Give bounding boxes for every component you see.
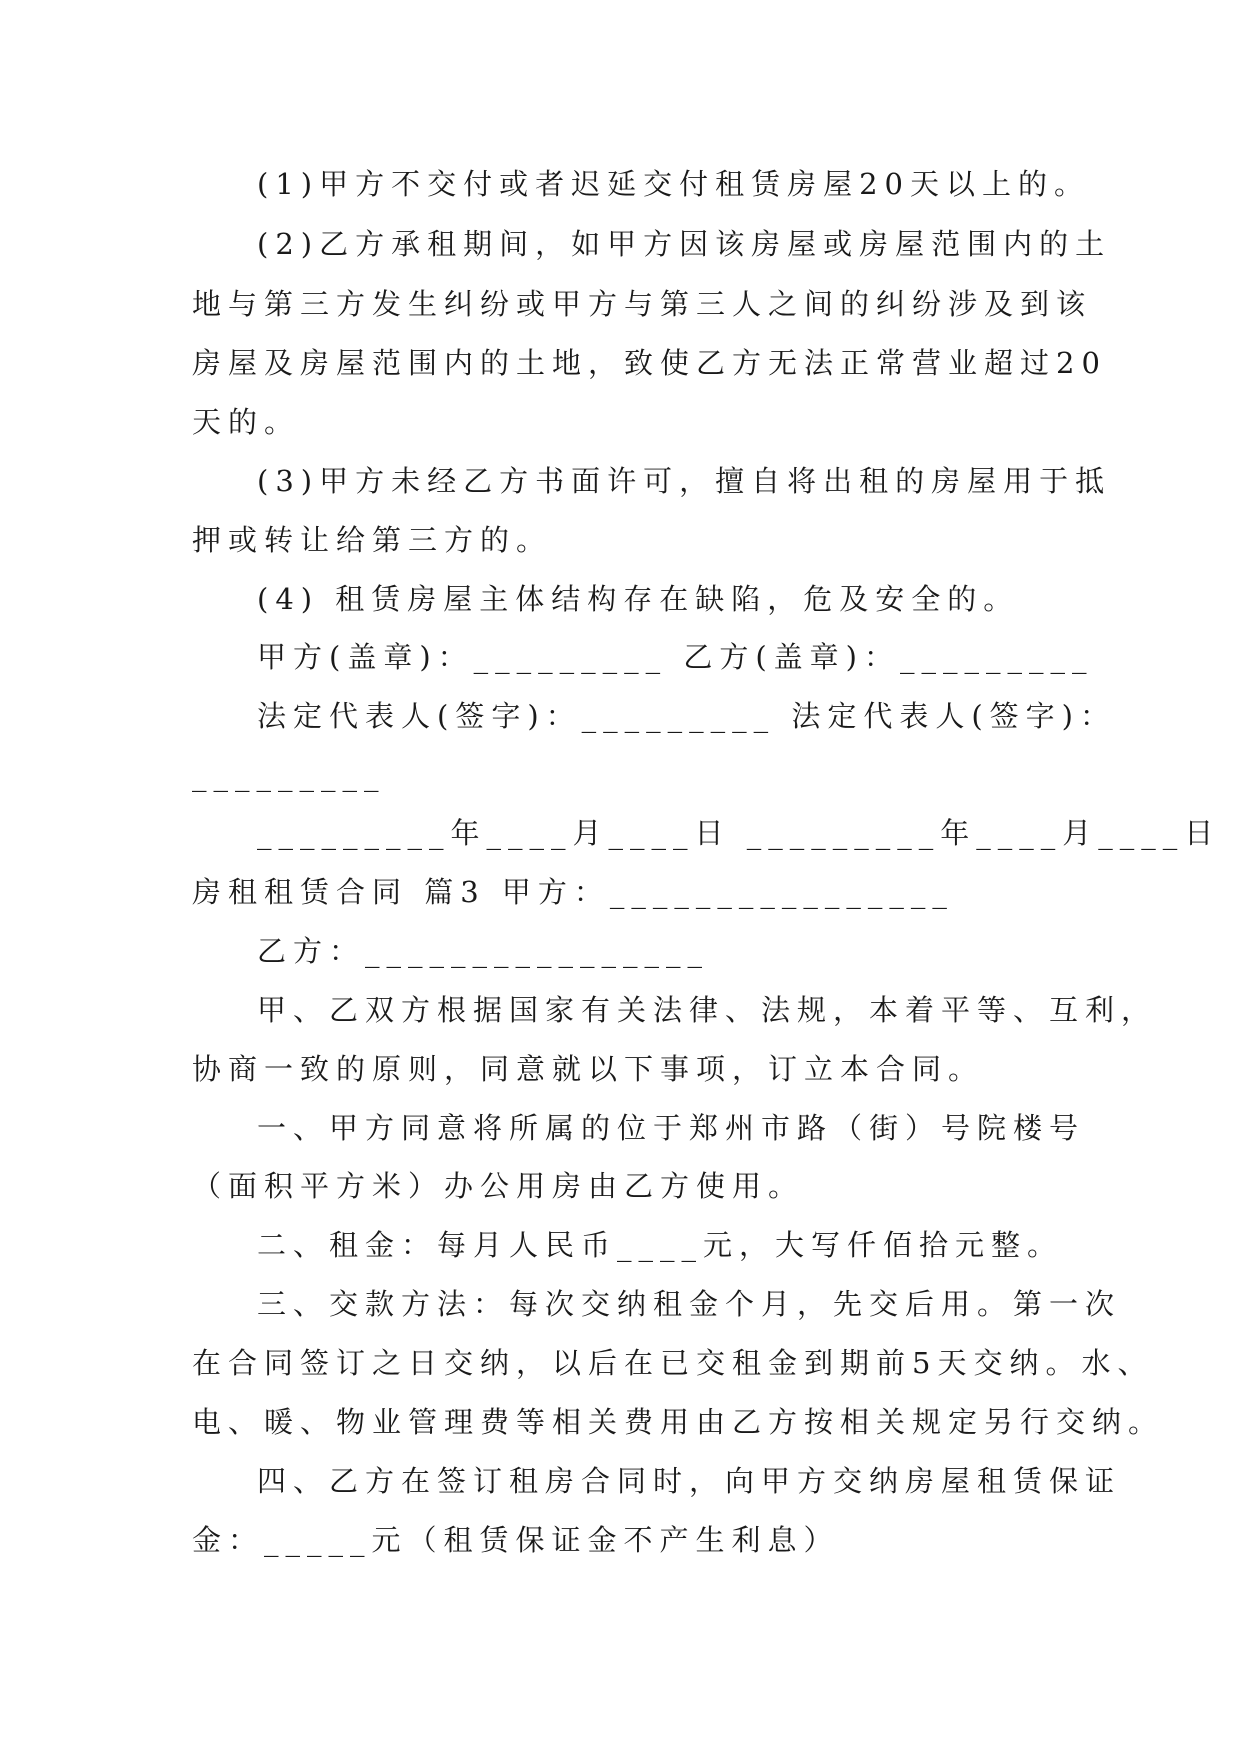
party-b-line: 乙方：________________ bbox=[257, 934, 710, 968]
clause-2-line-4: 天的。 bbox=[192, 405, 301, 439]
article-1-line-2: （面积平方米）办公用房由乙方使用。 bbox=[192, 1169, 805, 1203]
clause-2-line-1: (2)乙方承租期间，如甲方因该房屋或房屋范围内的土 bbox=[257, 227, 1112, 261]
clause-3-line-1: (3)甲方未经乙方书面许可，擅自将出租的房屋用于抵 bbox=[257, 464, 1112, 498]
clause-2-line-3: 房屋及房屋范围内的土地，致使乙方无法正常营业超过20 bbox=[192, 346, 1107, 380]
article-1-line-1: 一、甲方同意将所属的位于郑州市路（街）号院楼号 bbox=[257, 1111, 1086, 1145]
signature-line: 法定代表人(签字)：_________ 法定代表人(签字)： bbox=[257, 699, 1116, 733]
clause-1-line: (1)甲方不交付或者迟延交付租赁房屋20天以上的。 bbox=[257, 167, 1090, 201]
contract-3-heading-line: 房租租赁合同 篇3 甲方：________________ bbox=[192, 875, 954, 909]
article-4-line-1: 四、乙方在签订租房合同时，向甲方交纳房屋租赁保证 bbox=[257, 1464, 1122, 1498]
clause-3-line-2: 押或转让给第三方的。 bbox=[192, 523, 553, 557]
signature-blank-line: _________ bbox=[192, 758, 386, 792]
clause-4-line: (4) 租赁房屋主体结构存在缺陷，危及安全的。 bbox=[257, 582, 1020, 616]
preamble-line-1: 甲、乙双方根据国家有关法律、法规，本着平等、互利， bbox=[257, 993, 1158, 1027]
article-3-line-1: 三、交款方法：每次交纳租金个月，先交后用。第一次 bbox=[257, 1287, 1122, 1321]
article-3-line-2: 在合同签订之日交纳，以后在已交租金到期前5天交纳。水、 bbox=[192, 1346, 1154, 1380]
clause-2-line-2: 地与第三方发生纠纷或甲方与第三人之间的纠纷涉及到该 bbox=[192, 287, 1093, 321]
article-4-line-2: 金：_____元（租赁保证金不产生利息） bbox=[192, 1523, 840, 1557]
date-line: _________年____月____日 _________年____月____日 bbox=[257, 816, 1221, 850]
article-2-line: 二、租金：每月人民币____元，大写仟佰拾元整。 bbox=[257, 1228, 1064, 1262]
preamble-line-2: 协商一致的原则，同意就以下事项，订立本合同。 bbox=[192, 1052, 985, 1086]
seal-line: 甲方(盖章)：_________ 乙方(盖章)：_________ bbox=[257, 640, 1094, 674]
article-3-line-3: 电、暖、物业管理费等相关费用由乙方按相关规定另行交纳。 bbox=[192, 1405, 1165, 1439]
